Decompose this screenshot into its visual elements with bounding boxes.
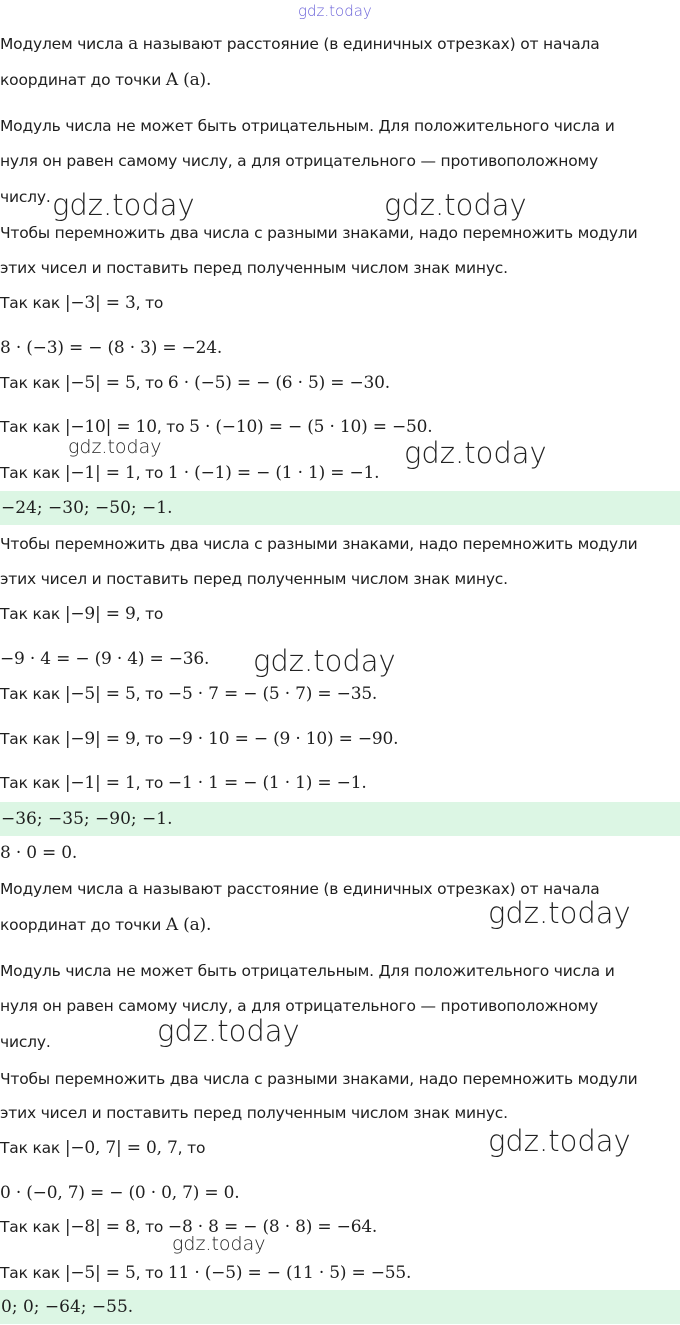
line-text: , то (156, 418, 190, 436)
text-line (0, 462, 680, 484)
math-expression: |−9| = 9 (64, 604, 136, 624)
watermark: gdz.today (488, 1124, 631, 1158)
math-expression: −5 · 7 = − (5 · 7) = −35. (167, 684, 378, 704)
math-expression: A (a). (165, 915, 212, 935)
header-watermark: gdz.today (298, 2, 372, 20)
answer-box (0, 491, 680, 525)
math-expression: 0 · (−0, 7) = − (0 · 0, 7) = 0. (0, 1183, 240, 1203)
line-text: , то (177, 1139, 206, 1157)
math-expression: −1 · 1 = − (1 · 1) = −1. (167, 773, 367, 793)
math-expression: |−9| = 9 (64, 729, 136, 749)
line-text: Так как (0, 418, 65, 436)
line-text: Так как (0, 464, 65, 482)
text-line (0, 772, 680, 794)
math-expression: |−5| = 5 (64, 373, 136, 393)
line-text: , то (135, 774, 168, 792)
line-text: этих чисел и поставить перед полученным числом знак минус. (0, 259, 508, 277)
math-expression: |−5| = 5 (64, 684, 136, 704)
line-text: нуля он равен самому числу, а для отрицательного — противоположному (0, 152, 598, 170)
math-expression: −8 · 8 = − (8 · 8) = −64. (167, 1217, 378, 1237)
watermark: gdz.today (172, 1233, 266, 1255)
text-line (0, 1262, 680, 1284)
answer-text: 0; 0; −64; −55. (1, 1297, 134, 1317)
math-expression: A (a). (165, 70, 212, 90)
math-expression: 8 · 0 = 0. (0, 843, 78, 863)
text-line (0, 222, 680, 244)
line-text: числу. (0, 1033, 51, 1051)
text-line (0, 372, 680, 394)
answer-box (0, 802, 680, 836)
line-text: , то (135, 374, 168, 392)
line-text: Так как (0, 605, 65, 623)
line-text: Модулем числа (0, 880, 129, 898)
line-text: Так как (0, 685, 65, 703)
line-text: , то (135, 1218, 168, 1236)
line-text: Так как (0, 1139, 65, 1157)
math-expression: 6 · (−5) = − (6 · 5) = −30. (167, 373, 390, 393)
text-line (0, 842, 680, 864)
answer-text: −36; −35; −90; −1. (1, 809, 173, 829)
text-line (0, 69, 680, 91)
line-text: Чтобы перемножить два числа с разными знаками, надо перемножить модули (0, 1070, 638, 1088)
line-text: , то (135, 730, 168, 748)
text-line (0, 728, 680, 750)
line-text: Так как (0, 1218, 65, 1236)
line-text: Так как (0, 294, 65, 312)
text-line (0, 1068, 680, 1090)
line-text: , то (135, 1264, 168, 1282)
text-line (0, 115, 680, 137)
math-expression: |−10| = 10 (64, 417, 157, 437)
text-line (0, 995, 680, 1017)
line-text: Модулем числа (0, 35, 129, 53)
math-expression: a (128, 879, 139, 899)
line-text: , то (135, 464, 168, 482)
text-line (0, 533, 680, 555)
line-text: нуля он равен самому числу, а для отрицательного — противоположному (0, 997, 598, 1015)
text-line (0, 337, 680, 359)
line-text: , то (135, 685, 168, 703)
text-line (0, 416, 680, 438)
text-line (0, 568, 680, 590)
answer-text: −24; −30; −50; −1. (1, 498, 173, 518)
text-line (0, 1031, 680, 1053)
watermark: gdz.today (404, 436, 547, 470)
line-text: Так как (0, 730, 65, 748)
text-line (0, 1182, 680, 1204)
line-text: Так как (0, 774, 65, 792)
math-expression: 11 · (−5) = − (11 · 5) = −55. (167, 1263, 412, 1283)
line-text: , то (135, 294, 164, 312)
math-expression: |−5| = 5 (64, 1263, 136, 1283)
line-text: Чтобы перемножить два числа с разными знаками, надо перемножить модули (0, 535, 638, 553)
text-line (0, 33, 680, 55)
math-expression: a (128, 34, 139, 54)
text-line (0, 292, 680, 314)
math-expression: 5 · (−10) = − (5 · 10) = −50. (189, 417, 433, 437)
line-text: Так как (0, 1264, 65, 1282)
line-text: этих чисел и поставить перед полученным числом знак минус. (0, 570, 508, 588)
math-expression: 8 · (−3) = − (8 · 3) = −24. (0, 338, 223, 358)
text-line (0, 683, 680, 705)
watermark: gdz.today (157, 1014, 300, 1048)
math-expression: 1 · (−1) = − (1 · 1) = −1. (167, 463, 380, 483)
line-text: числу. (0, 188, 51, 206)
text-line (0, 1102, 680, 1124)
math-expression: |−8| = 8 (64, 1217, 136, 1237)
text-line (0, 150, 680, 172)
line-text: Чтобы перемножить два числа с разными знаками, надо перемножить модули (0, 224, 638, 242)
line-text: Модуль числа не может быть отрицательным. Для положительного числа и (0, 962, 615, 980)
math-expression: |−1| = 1 (64, 463, 136, 483)
watermark: gdz.today (253, 644, 396, 678)
math-expression: |−0, 7| = 0, 7 (64, 1138, 178, 1158)
text-line (0, 603, 680, 625)
math-expression: −9 · 10 = − (9 · 10) = −90. (167, 729, 399, 749)
line-text: Модуль числа не может быть отрицательным. Для положительного числа и (0, 117, 615, 135)
text-line (0, 257, 680, 279)
line-text: , то (135, 605, 164, 623)
text-line (0, 1216, 680, 1238)
watermark: gdz.today (52, 188, 195, 222)
watermark: gdz.today (488, 896, 631, 930)
line-text: координат до точки (0, 71, 166, 89)
line-text: этих чисел и поставить перед полученным числом знак минус. (0, 1104, 508, 1122)
text-line (0, 960, 680, 982)
line-text: называют расстояние (в единичных отрезках) от начала (138, 880, 600, 898)
math-expression: |−1| = 1 (64, 773, 136, 793)
watermark: gdz.today (68, 436, 162, 458)
math-expression: |−3| = 3 (64, 293, 136, 313)
math-expression: −9 · 4 = − (9 · 4) = −36. (0, 649, 210, 669)
answer-box (0, 1290, 680, 1324)
line-text: называют расстояние (в единичных отрезках) от начала (138, 35, 600, 53)
line-text: Так как (0, 374, 65, 392)
line-text: координат до точки (0, 916, 166, 934)
watermark: gdz.today (384, 188, 527, 222)
